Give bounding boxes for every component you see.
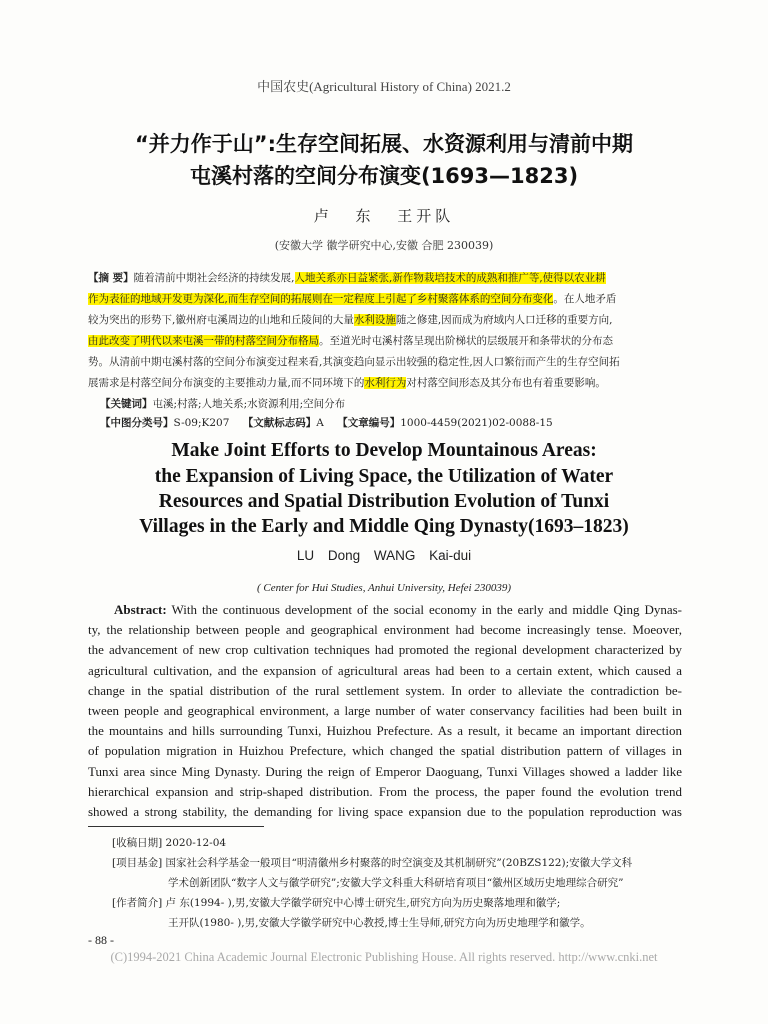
received-date: 2020-12-04 [165, 837, 227, 849]
clc-value: S-09;K207 [173, 417, 230, 429]
abstract-zh-text: 对村落空间形态及其分布也有着重要影响。 [406, 377, 606, 389]
footnote-author [112, 892, 712, 914]
abstract-zh-highlight: 作为表征的地域开发更为深化,而生存空间的拓展则在一定程度上引起了乡村聚落体系的空间分布变化 [88, 293, 554, 305]
abstract-en-line: ty, the relationship between people and geographical environment had become increasingly tense. Moeover, [88, 622, 682, 638]
fund-label: [项目基金] [112, 857, 163, 869]
abstract-zh [88, 268, 682, 394]
abstract-en-line: Tunxi area since Ming Dynasty. During the reign of Emperor Daoguang, Tunxi Villages showed a ladder like [88, 763, 682, 779]
authors-en: LU Dong WANG Kai-dui [296, 548, 472, 563]
abstract-en-line: the advancement of new crop cultivation techniques had promoted the regional development characterized by [88, 642, 682, 658]
abstract-en [88, 600, 682, 822]
doc-code-label: 【文献标志码】 [242, 417, 317, 429]
abstract-en-text: With the continuous development of the social economy in the early and middle Qing Dynas- [171, 602, 683, 617]
abstract-zh-text: 。至道光时屯溪村落呈现出阶梯状的层级展开和条带状的分布态 [319, 335, 613, 347]
author-text: 卢 东(1994- ),男,安徽大学徽学研究中心博士研究生,研究方向为历史聚落地理和徽学; [165, 897, 561, 909]
abstract-zh-line [88, 373, 682, 394]
received-label: [收稿日期] [112, 837, 163, 849]
clc-label: 【中图分类号】 [100, 417, 174, 429]
title-en-line-4: Villages in the Early and Middle Qing Dynasty(1693–1823) [139, 516, 629, 537]
abstract-zh-highlight: 由此改变了明代以来屯溪一带的村落空间分布格局 [88, 335, 319, 347]
abstract-zh-label: 【摘 要】 [88, 272, 134, 284]
affiliation-zh: (安徽大学 徽学研究中心,安徽 合肥 230039) [274, 239, 494, 252]
abstract-en-line: tween people and geographical environment, a large number of water conservancy facilities had been built in [88, 702, 682, 718]
footnote-received [112, 832, 712, 854]
abstract-en-line: agricultural cultivation, and the expansion of agricultural areas had been to a certain extent, which caused a [88, 662, 682, 678]
footnote-author-cont: 王开队(1980- ),男,安徽大学徽学研究中心教授,博士生导师,研究方向为历史地理学和徽学。 [168, 917, 591, 929]
title-en-line-1: Make Joint Efforts to Develop Mountainous Areas: [171, 440, 597, 461]
affiliation-en: ( Center for Hui Studies, Anhui University, Hefei 230039) [257, 582, 511, 594]
classification-zh [100, 413, 694, 434]
doc-code-value: A [316, 417, 324, 429]
article-id-value: 1000-4459(2021)02-0088-15 [400, 417, 553, 429]
abstract-en-label: Abstract: [114, 602, 167, 617]
footnote-rule [88, 826, 264, 827]
authors-zh: 卢 东 王开队 [313, 207, 455, 225]
title-zh-line-2: 屯溪村落的空间分布演变(1693—1823) [189, 164, 579, 188]
abstract-zh-text: 随着清前中期社会经济的持续发展, [133, 272, 295, 284]
abstract-zh-line [88, 268, 682, 289]
keywords-zh-label: 【关键词】 [100, 398, 153, 410]
abstract-zh-text: 势。从清前中期屯溪村落的空间分布演变过程来看,其演变趋向显示出较强的稳定性,因人口繁衍而产生的生存空间拓 [88, 356, 620, 368]
article-id-label: 【文章编号】 [337, 417, 401, 429]
abstract-zh-line [88, 352, 682, 373]
abstract-zh-line [88, 310, 682, 331]
abstract-zh-line [88, 331, 682, 352]
abstract-zh-text: 较为突出的形势下,徽州府屯溪周边的山地和丘陵间的大量 [88, 314, 354, 326]
abstract-zh-text: 展需求是村落空间分布演变的主要推动力量,而不同环境下的 [88, 377, 365, 389]
footnote-fund [112, 852, 712, 874]
abstract-zh-highlight: 人地关系亦日益紧张,新作物栽培技术的成熟和推广等,使得以农业耕 [294, 272, 606, 284]
abstract-en-line: hierarchical expansion and strip-shaped distribution. From the process, the paper found the evolution trend [88, 783, 682, 799]
keywords-zh [100, 394, 694, 415]
title-en-line-3: Resources and Spatial Distribution Evolution of Tunxi [158, 491, 610, 512]
abstract-zh-highlight: 水利行为 [364, 377, 407, 389]
title-zh-line-1: “并力作于山”:生存空间拓展、水资源利用与清前中期 [135, 132, 633, 156]
abstract-en-line: the mountains and hills surrounding Tunxi, Huizhou Prefecture. As a result, it became an important direction [88, 723, 682, 739]
running-header: 中国农史(Agricultural History of China) 2021.2 [257, 79, 511, 94]
keywords-zh-text: 屯溪;村落;人地关系;水资源利用;空间分布 [152, 398, 346, 410]
footnote-fund-cont: 学术创新团队“数字人文与徽学研究”;安徽大学文科重大科研培育项目“徽州区域历史地理综合研究” [168, 877, 624, 889]
abstract-zh-highlight: 水利设施 [353, 314, 396, 326]
fund-text: 国家社会科学基金一般项目“明清徽州乡村聚落的时空演变及其机制研究”(20BZS122);安徽大学文科 [165, 857, 633, 869]
abstract-zh-text: 。在人地矛盾 [553, 293, 617, 305]
title-en-line-2: the Expansion of Living Space, the Utilization of Water [154, 466, 614, 487]
abstract-en-line: of population migration in Huizhou Prefecture, which changed the spatial distribution pattern of villages in [88, 743, 682, 759]
copyright-watermark: (C)1994-2021 China Academic Journal Electronic Publishing House. All rights reserved. http://www.cnki.net [110, 950, 658, 964]
abstract-zh-text: 随之修建,因而成为府域内人口迁移的重要方向, [395, 314, 613, 326]
abstract-en-line [88, 600, 682, 620]
abstract-en-line: showed a strong stability, the demanding for living space expansion due to the population reproduction was [88, 803, 682, 819]
abstract-en-line: change in the spatial distribution of the rural settlement system. In order to alleviate the contradiction be- [88, 682, 682, 698]
abstract-zh-line [88, 289, 682, 310]
author-label: [作者简介] [112, 897, 163, 909]
page-number: - 88 - [88, 933, 114, 947]
